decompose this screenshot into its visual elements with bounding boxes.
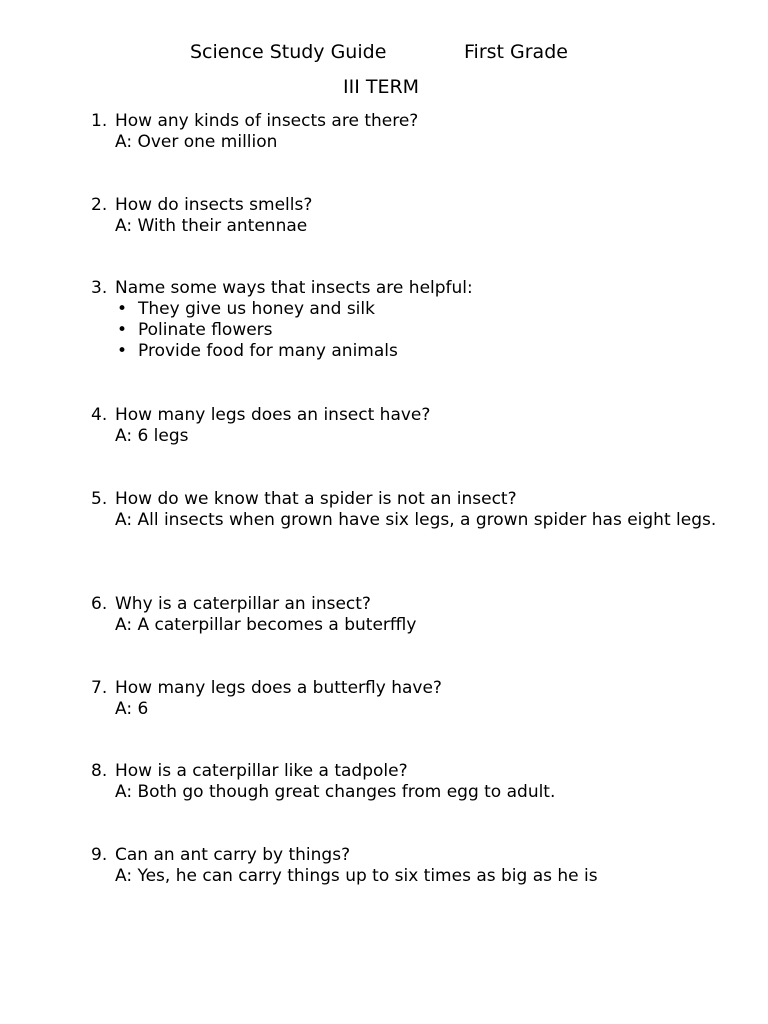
- bullet-item: • They give us honey and silk: [115, 299, 721, 320]
- question-text: How do we know that a spider is not an insect?: [115, 489, 517, 509]
- bullet-item: • Polinate flowers: [115, 320, 721, 341]
- question-number: 2.: [91, 195, 108, 215]
- question-number: 7.: [91, 678, 108, 698]
- question-number: 9.: [91, 845, 108, 865]
- answer-text: A: All insects when grown have six legs, a grown spider has eight legs.: [115, 510, 717, 530]
- question-text: How many legs does a butterfly have?: [115, 678, 442, 698]
- question-item-6: [91, 594, 721, 636]
- answer-text: A: A caterpillar becomes a buterffly: [115, 615, 417, 635]
- answer-text: A: With their antennae: [115, 216, 308, 236]
- question-text: How is a caterpillar like a tadpole?: [115, 761, 408, 781]
- question-number: 8.: [91, 761, 108, 781]
- document-title: Science Study Guide: [190, 41, 387, 63]
- question-item-3: [91, 278, 721, 362]
- term-label: III TERM: [343, 76, 420, 98]
- question-text: Why is a caterpillar an insect?: [115, 594, 371, 614]
- question-item-1: [91, 111, 721, 153]
- title-line: [0, 42, 768, 66]
- question-item-5: [91, 489, 721, 531]
- answer-text: A: Over one million: [115, 132, 278, 152]
- question-text: How do insects smells?: [115, 195, 313, 215]
- question-item-8: [91, 761, 721, 803]
- grade-label: First Grade: [464, 41, 568, 63]
- question-text: How any kinds of insects are there?: [115, 111, 419, 131]
- question-text: Name some ways that insects are helpful:: [115, 278, 473, 298]
- question-number: 4.: [91, 405, 108, 425]
- bullet-item: • Provide food for many animals: [115, 341, 721, 362]
- question-text: Can an ant carry by things?: [115, 845, 351, 865]
- question-text: How many legs does an insect have?: [115, 405, 431, 425]
- answer-text: A: Both go though great changes from egg to adult.: [115, 782, 556, 802]
- answer-text: A: Yes, he can carry things up to six times as big as he is: [115, 866, 598, 886]
- question-number: 1.: [91, 111, 108, 131]
- question-item-7: [91, 678, 721, 720]
- bullet-list: [115, 299, 721, 362]
- question-number: 5.: [91, 489, 108, 509]
- question-item-4: [91, 405, 721, 447]
- answer-text: A: 6: [115, 699, 149, 719]
- question-item-9: [91, 845, 721, 887]
- answer-text: A: 6 legs: [115, 426, 189, 446]
- question-item-2: [91, 195, 721, 237]
- question-number: 6.: [91, 594, 108, 614]
- question-number: 3.: [91, 278, 108, 298]
